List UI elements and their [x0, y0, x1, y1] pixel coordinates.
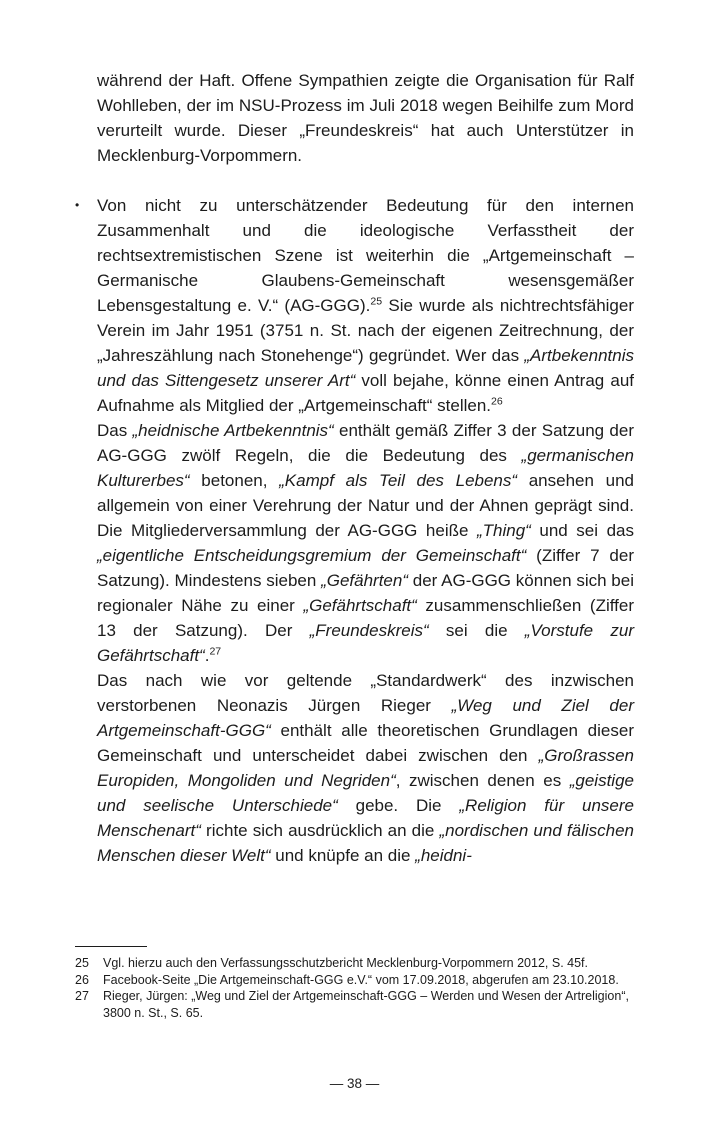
- footnotes-section: [75, 946, 634, 1021]
- text-run: und sei das: [530, 521, 634, 540]
- paragraph-standardwerk: [97, 668, 634, 868]
- bullet-list-item: [75, 193, 634, 418]
- footnote-number: 25: [75, 956, 89, 970]
- text-run: „Großrassen Europiden, Mongoliden und Negriden“: [97, 746, 634, 790]
- text-run: und knüpfe an die: [270, 846, 416, 865]
- text-run: voll bejahe, könne einen Antrag auf Aufnahme als Mitglied der „Artgemeinschaft“ stellen.: [97, 371, 634, 415]
- text-run: .: [204, 646, 210, 665]
- text-run: „geistige und seelische Unterschiede“: [97, 771, 634, 815]
- text-run: „Kampf als Teil des Lebens“: [279, 471, 518, 490]
- text-run: „Weg und Ziel der Artgemeinschaft-GGG“: [97, 696, 634, 740]
- footnote-reference: 25: [370, 295, 383, 308]
- text-run: zusammenschließen (Ziffer 13 der Satzung). Der: [97, 596, 634, 640]
- footnote-text: Rieger, Jürgen: „Weg und Ziel der Artgemeinschaft-GGG – Werden und Wesen der Artreligion“, 3800 n. St., S. 65.: [103, 989, 629, 1020]
- text-run: „heidni-: [415, 846, 472, 865]
- paragraph-artbekenntnis: [97, 418, 634, 668]
- footnote-reference: 27: [209, 645, 222, 658]
- text-run: betonen,: [189, 471, 280, 490]
- text-run: „Artbekenntnis und das Sittengesetz unserer Art“: [97, 346, 634, 390]
- text-run: „eigentliche Entscheidungsgremium der Gemeinschaft“: [97, 546, 527, 565]
- text-run: Das: [97, 421, 133, 440]
- text-run: enthält alle theoretischen Grundlagen dieser Gemeinschaft und unterscheidet dabei zwischen den: [97, 721, 634, 765]
- text-run: enthält gemäß Ziffer 3 der Satzung der AG-GGG zwölf Regeln, die die Bedeutung des: [97, 421, 634, 465]
- text-run: „heidnische Artbekenntnis“: [132, 421, 334, 440]
- text-run: „Freundeskreis“: [309, 621, 429, 640]
- text-run: „Vorstufe zur Gefährtschaft“: [97, 621, 634, 665]
- text-run: ansehen und allgemein von einer Verehrung der Natur und der Ahnen geprägt sind. Die Mitgliederversammlung der AG-GGG heiße: [97, 471, 634, 540]
- text-run: „nordischen und fälischen Menschen dieser Welt“: [97, 821, 634, 865]
- footnote: [75, 988, 634, 1021]
- text-run: „Thing“: [477, 521, 531, 540]
- footnote-text: Vgl. hierzu auch den Verfassungsschutzbericht Mecklenburg-Vorpommern 2012, S. 45f.: [103, 956, 588, 970]
- footnote: [75, 955, 634, 972]
- footnote-separator: [75, 946, 147, 947]
- text-run: während der Haft. Offene Sympathien zeigte die Organisation für Ralf Wohlleben, der im NSU-Prozess im Juli 2018 wegen Beihilfe zum Mord verurteilt wurde. Dieser „Freundeskreis“ hat auch Unterstützer in Mecklenburg-Vorpommern.: [97, 71, 634, 165]
- page-number: — 38 —: [329, 1076, 380, 1091]
- text-run: „Gefährtschaft“: [303, 596, 417, 615]
- text-run: , zwischen denen es: [395, 771, 570, 790]
- text-run: Von nicht zu unterschätzender Bedeutung für den internen Zusammenhalt und die ideologische Verfasstheit der rechtsextremistischen Szene ist weiterhin die „Artgemeinschaft – Germanische Glaubens-Gemeinschaft wesensgemäßer Lebensgestaltung e. V.“ (AG-GGG).: [97, 196, 634, 315]
- paragraph-haft: [97, 68, 634, 168]
- bullet-marker: •: [75, 198, 80, 212]
- text-run: „Religion für unsere Menschenart“: [97, 796, 634, 840]
- text-run: Das nach wie vor geltende „Standardwerk“ des inzwischen verstorbenen Neonazis Jürgen Rieger: [97, 671, 634, 715]
- body-text: [75, 68, 634, 868]
- text-run: (Ziffer 7 der Satzung). Mindestens sieben: [97, 546, 634, 590]
- footnote-text: Facebook-Seite „Die Artgemeinschaft-GGG e.V.“ vom 17.09.2018, abgerufen am 23.10.2018.: [103, 972, 619, 987]
- text-run: gebe. Die: [337, 796, 460, 815]
- text-run: „germanischen Kulturerbes“: [97, 446, 634, 490]
- footnote-number: 27: [75, 989, 89, 1003]
- text-run: „Gefährten“: [321, 571, 408, 590]
- text-run: der AG-GGG können sich bei regionaler Nähe zu einer: [97, 571, 634, 615]
- text-run: Sie wurde als nichtrechtsfähiger Verein im Jahr 1951 (3751 n. St. nach der eigenen Zeitrechnung, der „Jahreszählung nach Stonehenge“) gegründet. Wer das: [97, 296, 634, 365]
- text-run: sei die: [428, 621, 525, 640]
- text-run: richte sich ausdrücklich an die: [200, 821, 440, 840]
- paragraph-artgemeinschaft: [97, 193, 634, 418]
- footnote-number: 26: [75, 972, 89, 987]
- footnote: [75, 972, 634, 989]
- footnote-reference: 26: [491, 395, 503, 408]
